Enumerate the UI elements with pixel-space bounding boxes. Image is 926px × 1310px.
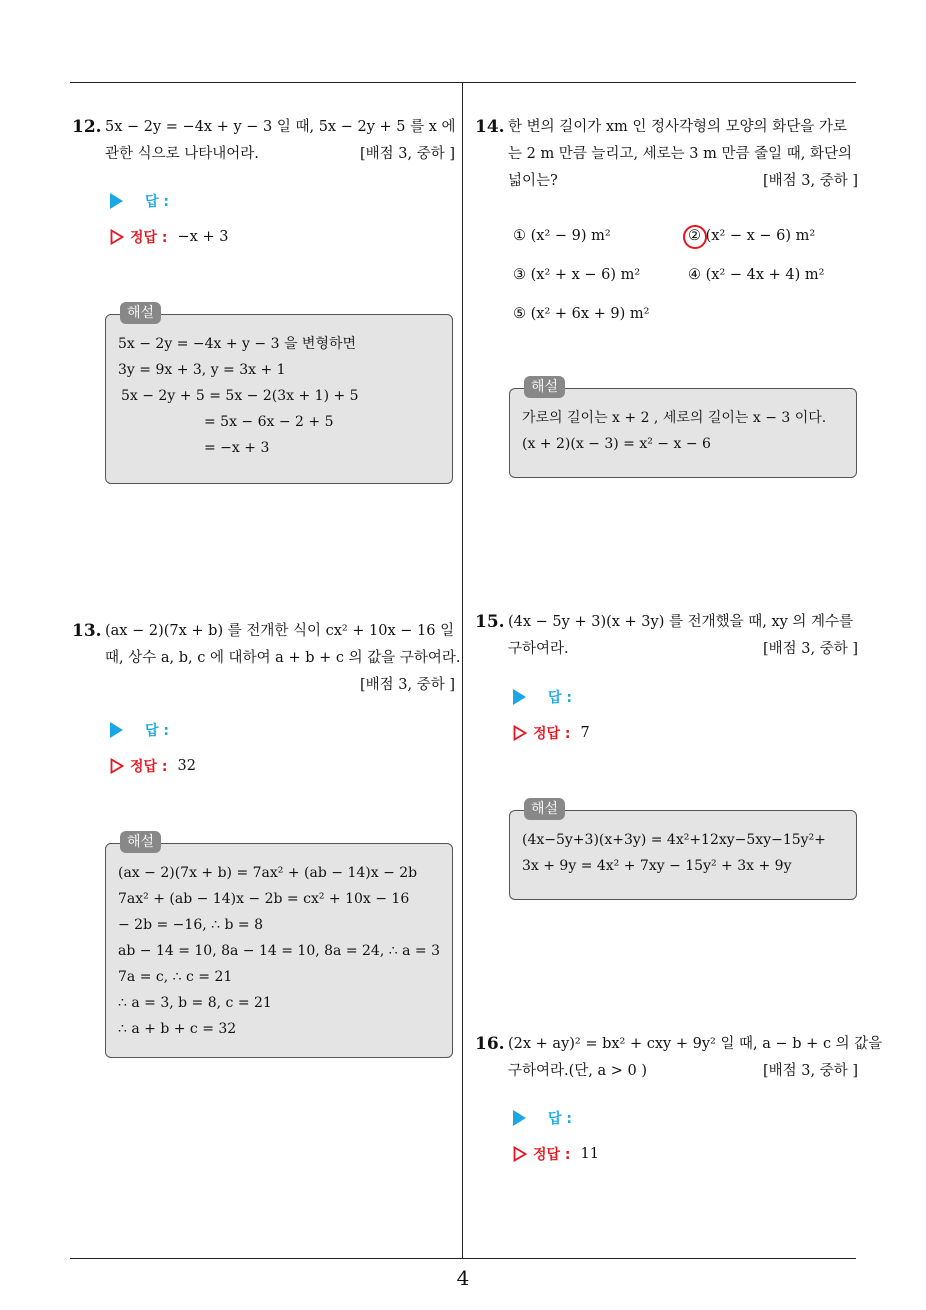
choice-1[interactable]: ① (x² − 9) m² — [513, 228, 611, 244]
correct-answer: 32 — [177, 758, 196, 774]
problem-line: (4x − 5y + 3)(x + 3y) 를 전개했을 때, xy 의 계수를 — [508, 614, 854, 630]
solution-line: (ax − 2)(7x + b) = 7ax² + (ab − 14)x − 2b — [118, 865, 418, 881]
score: [배점 3, 중하 ] — [359, 146, 455, 162]
answer-input-row[interactable] — [110, 720, 169, 740]
solution-line: 3x + 9y = 4x² + 7xy − 15y² + 3x + 9y — [522, 858, 792, 874]
solution-line: ab − 14 = 10, 8a − 14 = 10, 8a = 24, ∴ a = 3 — [118, 943, 440, 959]
play-icon — [110, 722, 123, 738]
answer-label: 답 : — [145, 194, 169, 210]
problem-line: (ax − 2)(7x + b) 를 전개한 식이 cx² + 10x − 16 일 — [105, 623, 455, 639]
problem-number: 15. — [475, 612, 505, 632]
solution-box — [509, 801, 857, 900]
correct-label: 정답 : — [533, 726, 571, 742]
problem-text — [105, 114, 455, 168]
solution-tag: 해설 — [120, 302, 161, 324]
solution-line: 3y = 9x + 3, y = 3x + 1 — [118, 362, 286, 378]
solution-line: − 2b = −16, ∴ b = 8 — [118, 917, 263, 933]
answer-input-row[interactable] — [513, 687, 572, 707]
correct-answer-row — [513, 723, 590, 743]
page-number: 4 — [456, 1266, 470, 1290]
problem-line: 구하여라.(단, a > 0 ) [배점 3, 중하 ] — [508, 1058, 858, 1085]
problem-line: 한 변의 길이가 xm 인 정사각형의 모양의 화단을 가로 — [508, 119, 847, 135]
top-rule — [70, 82, 856, 83]
problem-text — [105, 618, 461, 699]
solution-tag: 해설 — [120, 831, 161, 853]
solution-line: 7a = c, ∴ c = 21 — [118, 969, 233, 985]
problem-number: 16. — [475, 1034, 505, 1054]
answer-label: 답 : — [145, 723, 169, 739]
outline-play-icon — [513, 1146, 527, 1162]
choice-4[interactable]: ④ (x² − 4x + 4) m² — [688, 267, 825, 283]
outline-play-icon — [110, 229, 124, 245]
problem-line: 5x − 2y = −4x + y − 3 일 때, 5x − 2y + 5 를 x 에 — [105, 119, 456, 135]
problem-line: 관한 식으로 나타내어라. [배점 3, 중하 ] — [105, 141, 455, 168]
correct-answer: 11 — [580, 1146, 599, 1162]
problem-number: 12. — [72, 117, 102, 137]
score: [배점 3, 중하 ] — [762, 173, 858, 189]
solution-line: (x + 2)(x − 3) = x² − x − 6 — [522, 436, 711, 452]
problem-text — [508, 609, 858, 663]
solution-line: 가로의 길이는 x + 2 , 세로의 길이는 x − 3 이다. — [522, 410, 827, 426]
solution-tag: 해설 — [524, 798, 565, 820]
solution-line: ∴ a + b + c = 32 — [118, 1021, 237, 1037]
correct-answer-row — [110, 756, 196, 776]
score: [배점 3, 중하 ] — [762, 1063, 858, 1079]
play-icon — [110, 193, 123, 209]
solution-line: (4x−5y+3)(x+3y) = 4x²+12xy−5xy−15y²+ — [522, 832, 826, 848]
play-icon — [513, 689, 526, 705]
solution-line: = 5x − 6x − 2 + 5 — [204, 414, 334, 430]
solution-line: ∴ a = 3, b = 8, c = 21 — [118, 995, 272, 1011]
problem-line: 넓이는? [배점 3, 중하 ] — [508, 168, 858, 195]
play-icon — [513, 1110, 526, 1126]
problem-number: 14. — [475, 117, 505, 137]
correct-answer: −x + 3 — [177, 229, 229, 245]
outline-play-icon — [110, 758, 124, 774]
correct-answer-row — [110, 227, 228, 247]
solution-box — [509, 379, 857, 478]
outline-play-icon — [513, 725, 527, 741]
correct-label: 정답 : — [130, 230, 168, 246]
answer-label: 답 : — [548, 1111, 572, 1127]
solution-line: 5x − 2y + 5 = 5x − 2(3x + 1) + 5 — [121, 388, 359, 404]
solution-box — [105, 834, 453, 1058]
choice-3[interactable]: ③ (x² + x − 6) m² — [513, 267, 641, 283]
correct-answer: 7 — [580, 725, 590, 741]
correct-label: 정답 : — [533, 1147, 571, 1163]
solution-tag: 해설 — [524, 376, 565, 398]
correct-answer-row — [513, 1144, 599, 1164]
score: [배점 3, 중하 ] — [359, 677, 455, 693]
solution-line: 5x − 2y = −4x + y − 3 을 변형하면 — [118, 336, 357, 352]
solution-line: 7ax² + (ab − 14)x − 2b = cx² + 10x − 16 — [118, 891, 410, 907]
problem-text — [508, 1031, 883, 1085]
problem-text — [508, 114, 858, 195]
problem-line — [105, 672, 455, 699]
problem-line: 때, 상수 a, b, c 에 대하여 a + b + c 의 값을 구하여라. — [105, 650, 461, 666]
correct-label: 정답 : — [130, 759, 168, 775]
score: [배점 3, 중하 ] — [762, 641, 858, 657]
answer-input-row[interactable] — [513, 1108, 572, 1128]
problem-line: 는 2 m 만큼 늘리고, 세로는 3 m 만큼 줄일 때, 화단의 — [508, 146, 852, 162]
solution-box — [105, 305, 453, 484]
answer-label: 답 : — [548, 690, 572, 706]
problem-number: 13. — [72, 621, 102, 641]
choice-2[interactable]: ② (x² − x − 6) m² — [688, 228, 816, 244]
bottom-rule — [70, 1258, 856, 1259]
solution-line: = −x + 3 — [204, 440, 270, 456]
problem-line: (2x + ay)² = bx² + cxy + 9y² 일 때, a − b + c 의 값을 — [508, 1036, 883, 1052]
choice-5[interactable]: ⑤ (x² + 6x + 9) m² — [513, 306, 650, 322]
column-divider — [462, 83, 463, 1258]
problem-line: 구하여라. [배점 3, 중하 ] — [508, 636, 858, 663]
answer-input-row[interactable] — [110, 191, 169, 211]
